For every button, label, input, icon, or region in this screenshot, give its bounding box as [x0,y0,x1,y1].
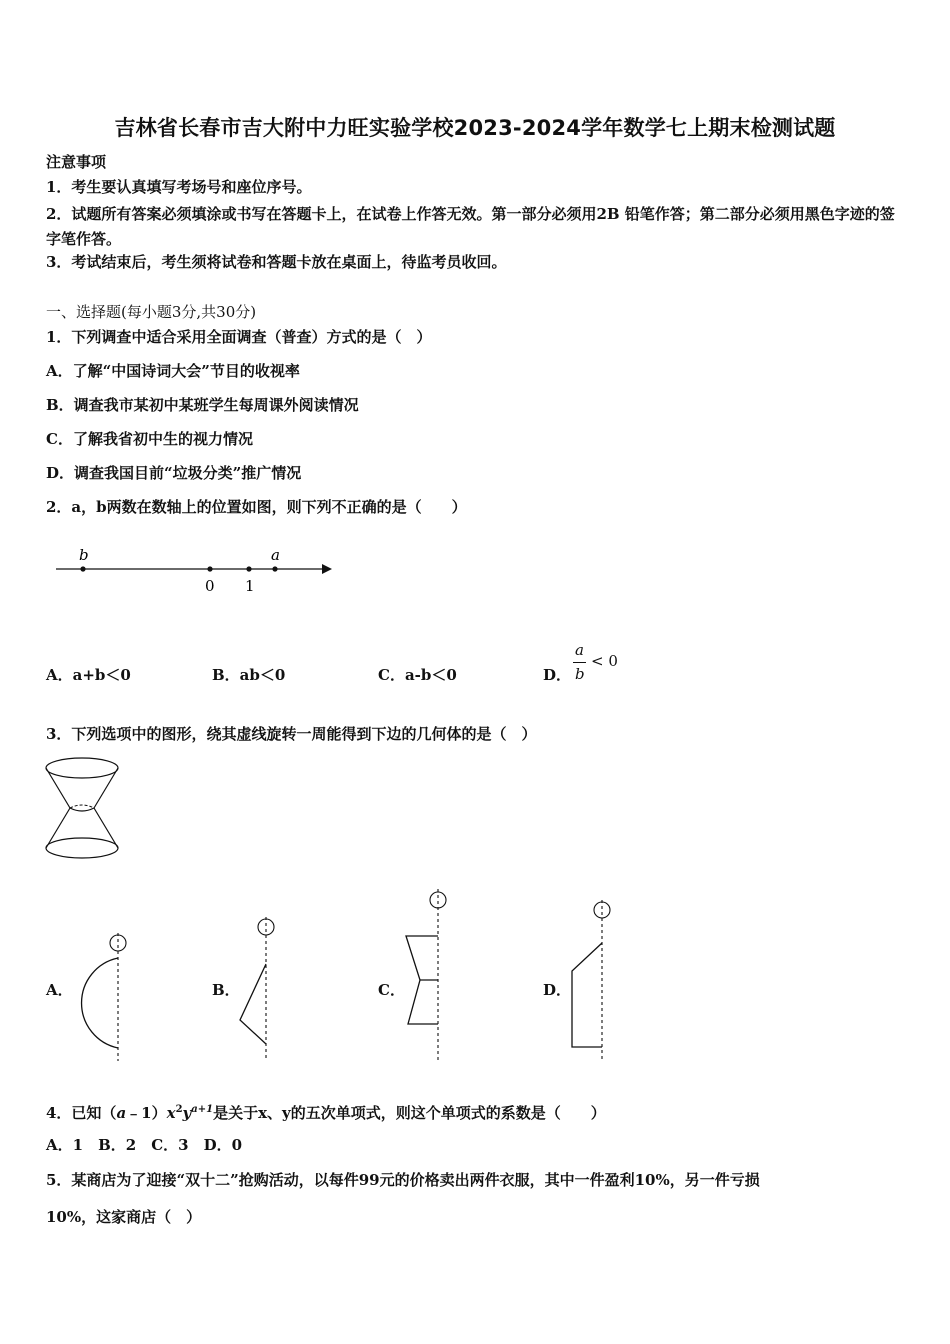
q2-option-a: A．a+b＜0 [46,666,131,684]
q2-stem: 2．a，b两数在数轴上的位置如图，则下列不正确的是（ ） [46,498,467,516]
q2-option-c: C．a-b＜0 [378,666,457,684]
point-b [80,566,85,571]
rotation-arrow-icon [430,892,446,908]
q2-option-d-numerator: a [575,641,584,659]
q4-stem-post: 是关于x、y的五次单项式，则这个单项式的系数是（ ） [213,1104,606,1122]
q3-option-b-figure [230,912,290,1062]
q3-option-b-label: B． [212,981,240,999]
q1-option-c: C．了解我省初中生的视力情况 [46,430,253,448]
q4-stem-x: x [166,1104,176,1122]
label-zero: 0 [205,577,215,595]
q2-option-d-label: D． [543,666,572,684]
section-heading: 一、选择题(每小题3分,共30分) [46,303,257,321]
rotation-arrow-icon [258,919,274,935]
q4-stem-mid: ﹣1） [126,1104,167,1122]
label-b: b [79,546,89,564]
q3-option-c-figure [396,884,456,1062]
q4-stem-y: y [182,1104,192,1122]
q3-option-a-label: A． [46,981,73,999]
double-cone-figure [40,752,130,870]
q3-option-d-figure [560,895,620,1062]
fraction-bar [573,662,586,663]
notice-heading: 注意事项 [46,153,107,171]
q3-stem: 3．下列选项中的图形，绕其虚线旋转一周能得到下边的几何体的是（ ） [46,725,537,743]
label-one: 1 [245,577,255,595]
q1-stem: 1．下列调查中适合采用全面调查（普查）方式的是（ ） [46,328,432,346]
q1-option-b: B．调查我市某初中某班学生每周课外阅读情况 [46,396,359,414]
q3-option-a-figure [66,928,136,1063]
q4-stem-x-exp: 2 [175,1104,183,1115]
point-a [272,566,277,571]
rotation-arrow-icon [594,902,610,918]
q4-stem [46,1100,606,1123]
q5-stem-line1: 5．某商店为了迎接“双十二”抢购活动，以每件99元的价格卖出两件衣服，其中一件盈利10%，另一件亏损 [46,1171,760,1189]
rotation-arrow-icon [110,935,126,951]
q4-options: A．1 B．2 C．3 D．0 [46,1136,243,1154]
q4-stem-pre: 4．已知（ [46,1104,117,1122]
point-zero [207,566,212,571]
q5-stem-line2: 10%，这家商店（ ） [46,1208,202,1226]
q4-stem-a: a [116,1104,127,1122]
number-line-figure [50,540,340,600]
number-line-arrow [322,564,332,574]
q1-option-a: A．了解“中国诗词大会”节目的收视率 [46,362,300,380]
notice-item-1: 1．考生要认真填写考场号和座位序号。 [46,178,312,196]
q3-option-c-label: C． [378,981,405,999]
q2-option-d-relation: < 0 [591,652,618,670]
notice-item-2: 2．试题所有答案必须填涂或书写在答题卡上，在试卷上作答无效。第一部分必须用2B 铅笔作答；第二部分必须用黑色字迹的签字笔作答。 [46,205,895,248]
point-one [246,566,251,571]
page-title: 吉林省长春市吉大附中力旺实验学校2023-2024学年数学七上期末检测试题 [114,116,836,140]
notice-item-3: 3．考试结束后，考生须将试卷和答题卡放在桌面上，待监考员收回。 [46,253,507,271]
q1-option-d: D．调查我国目前“垃圾分类”推广情况 [46,464,302,482]
label-a: a [271,546,280,564]
q3-option-d-label: D． [543,981,572,999]
q4-stem-y-exp: a+1 [191,1104,214,1115]
q2-option-d-denominator: b [575,665,585,683]
q2-option-b: B．ab＜0 [212,666,286,684]
